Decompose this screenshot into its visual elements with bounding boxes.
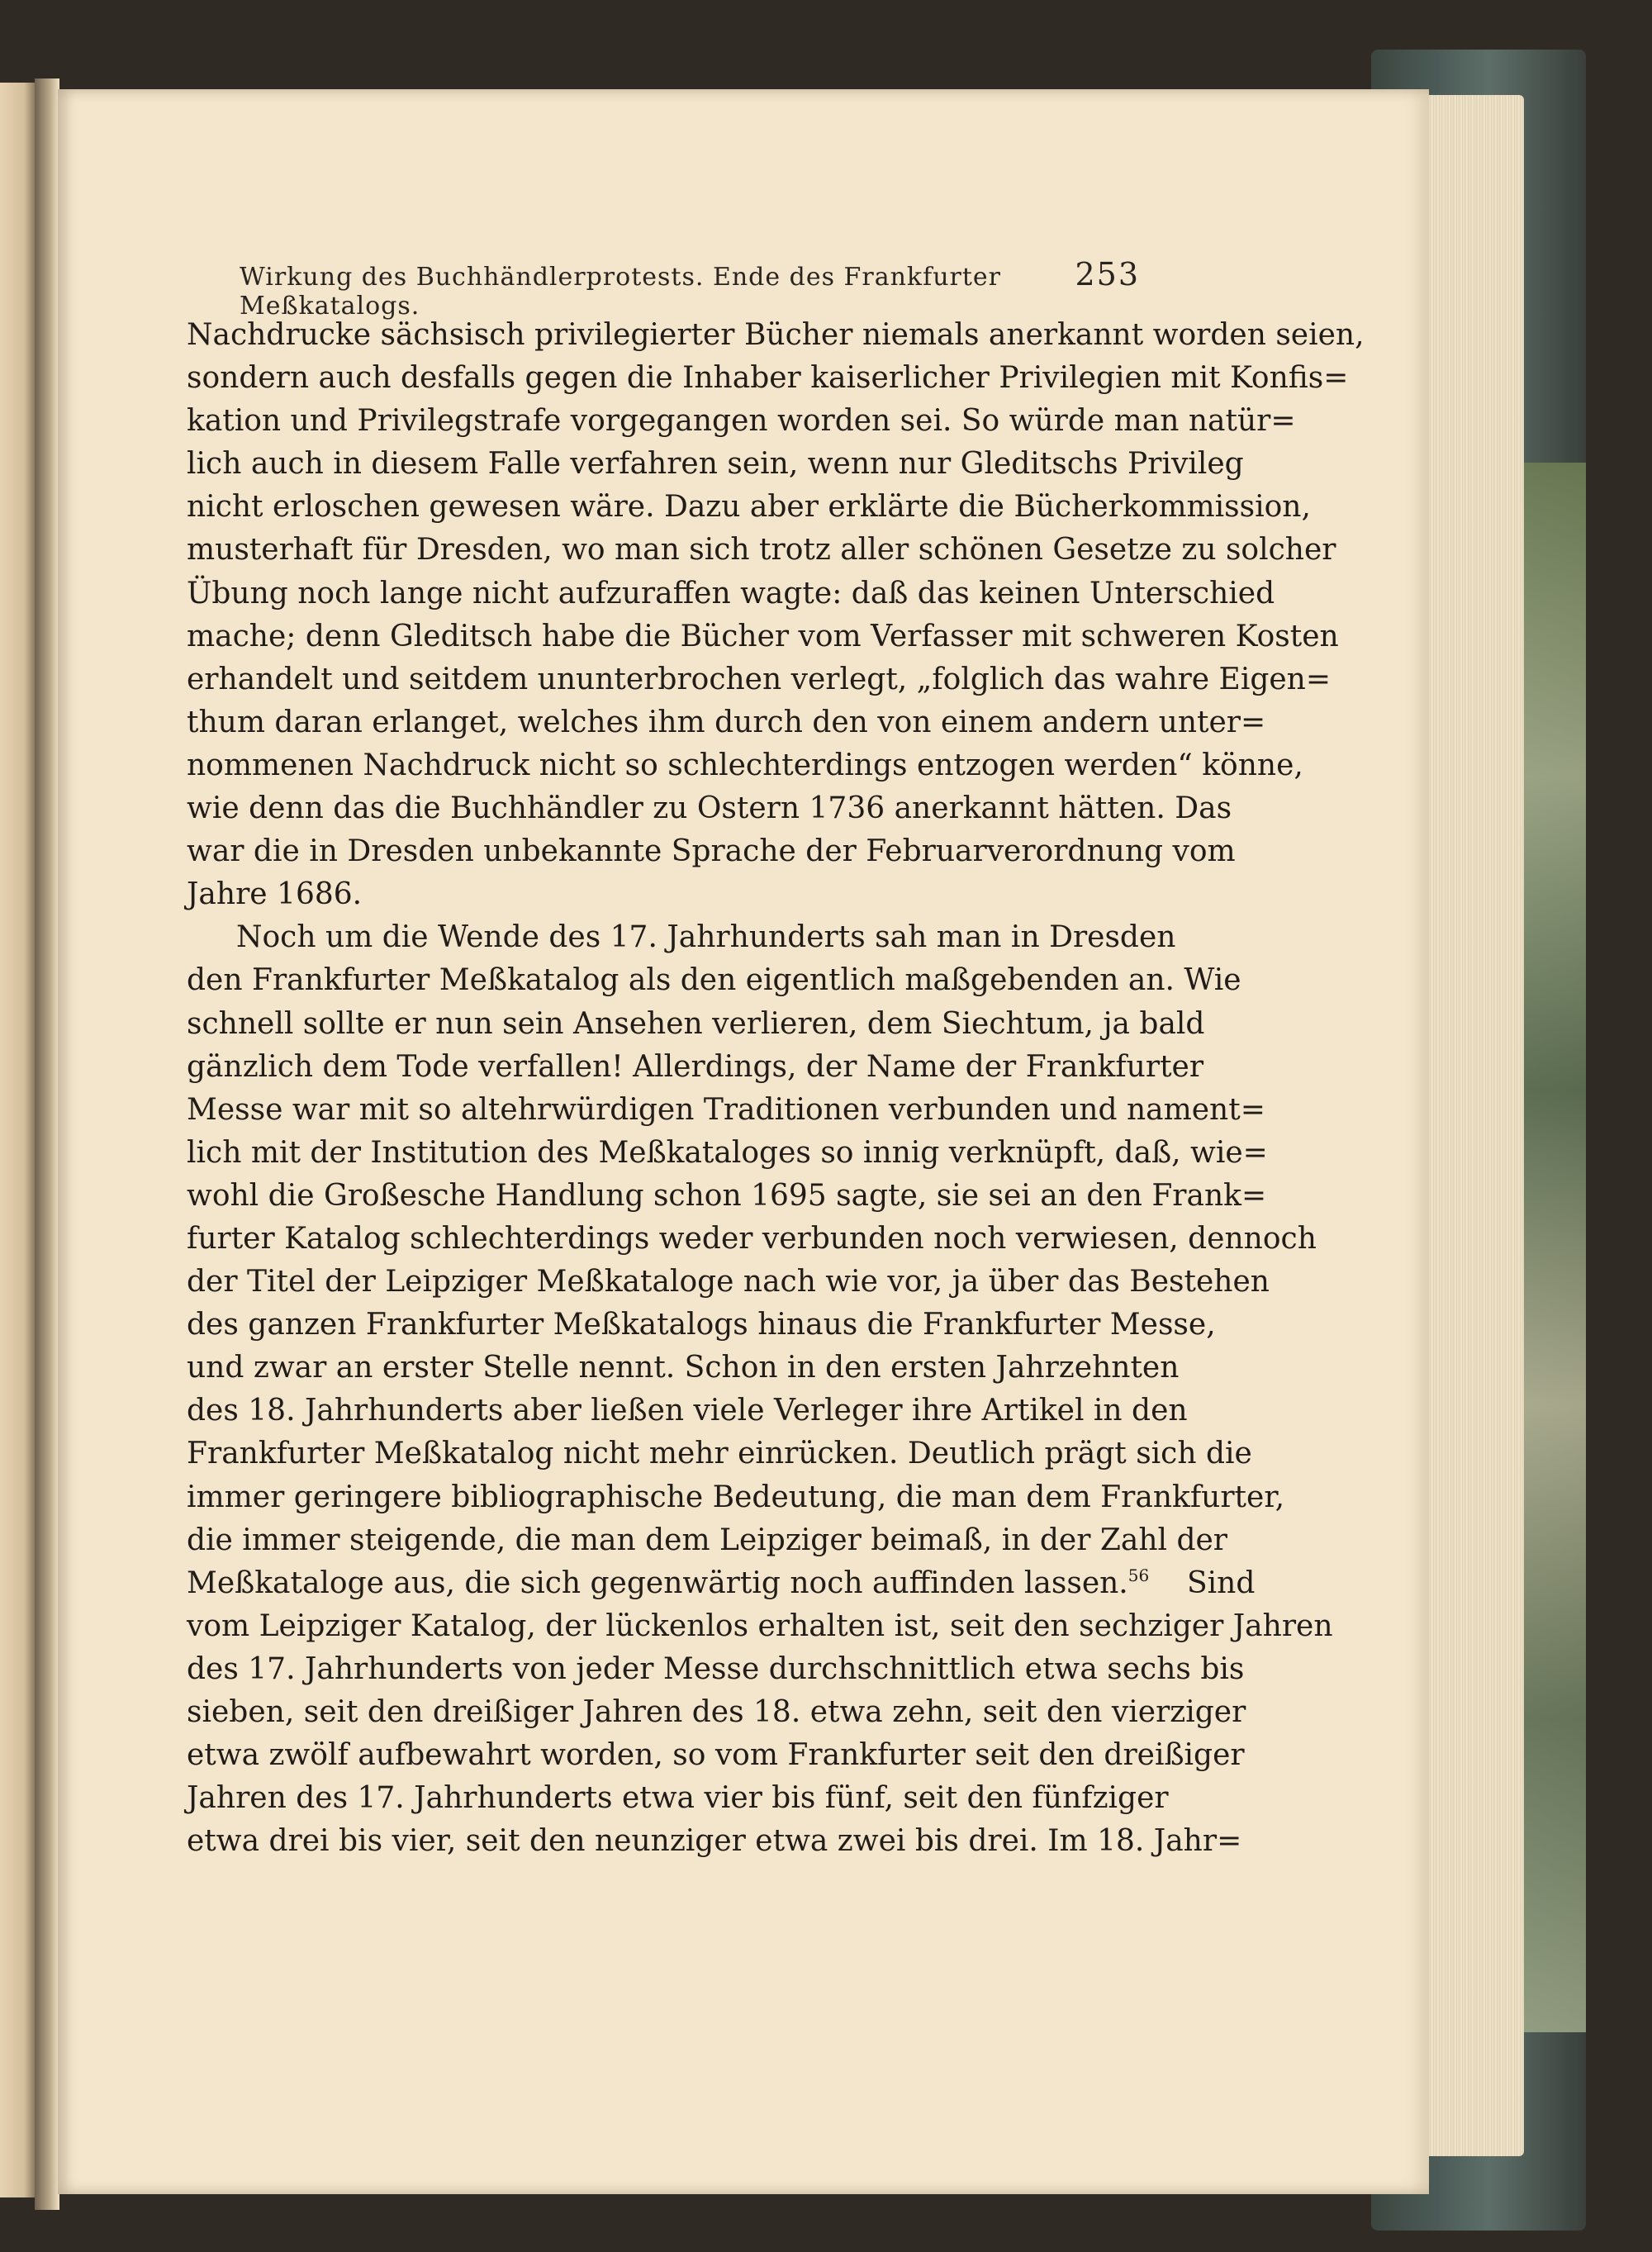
text-line: sieben, seit den dreißiger Jahren des 18. etwa zehn, seit den vierziger xyxy=(187,1695,1246,1729)
text-line: der Titel der Leipziger Meßkataloge nach wie vor, ja über das Bestehen xyxy=(187,1265,1270,1299)
text-line: erhandelt und seitdem ununterbrochen verlegt, „folglich das wahre Eigen= xyxy=(187,662,1332,696)
running-title: Wirkung des Buchhändlerprotests. Ende des Frankfurter Meßkatalogs. xyxy=(240,263,1002,321)
text-line: nommenen Nachdruck nicht so schlechterdings entzogen werden“ könne, xyxy=(187,748,1303,782)
text-line: war die in Dresden unbekannte Sprache der Februarverordnung vom xyxy=(187,834,1236,869)
text-line: wie denn das die Buchhändler zu Ostern 1736 anerkannt hätten. Das xyxy=(187,791,1232,826)
text-line-with-footnote xyxy=(187,1562,1256,1605)
text-line: thum daran erlanget, welches ihm durch den von einem andern unter= xyxy=(187,705,1266,739)
text-line: wohl die Großesche Handlung schon 1695 sagte, sie sei an den Frank= xyxy=(187,1178,1267,1213)
text-line: etwa zwölf aufbewahrt worden, so vom Frankfurter seit den dreißiger xyxy=(187,1738,1245,1773)
text-line: Messe war mit so altehrwürdigen Traditionen verbunden und nament= xyxy=(187,1092,1265,1127)
text-line: Jahre 1686. xyxy=(187,877,363,912)
text-line: Übung noch lange nicht aufzuraffen wagte: daß das keinen Unterschied xyxy=(187,576,1275,611)
text-line: schnell sollte er nun sein Ansehen verlieren, dem Siechtum, ja bald xyxy=(187,1006,1205,1041)
body-text xyxy=(187,314,1365,1863)
running-header xyxy=(240,256,1140,321)
text-line: furter Katalog schlechterdings weder verbunden noch verwiesen, dennoch xyxy=(187,1221,1317,1256)
text-line: sondern auch desfalls gegen die Inhaber kaiserlicher Privilegien mit Konfis= xyxy=(187,361,1349,396)
text-line: nicht erloschen gewesen wäre. Dazu aber erklärte die Bücherkommission, xyxy=(187,490,1311,525)
text-line-end: Sind xyxy=(1186,1565,1256,1600)
text-line: gänzlich dem Tode verfallen! Allerdings, der Name der Frankfurter xyxy=(187,1049,1204,1084)
text-line: des 18. Jahrhunderts aber ließen viele Verleger ihre Artikel in den xyxy=(187,1394,1188,1428)
text-line: lich auch in diesem Falle verfahren sein, wenn nur Gleditschs Privileg xyxy=(187,447,1244,482)
text-line: des ganzen Frankfurter Meßkatalogs hinaus die Frankfurter Messe, xyxy=(187,1308,1216,1342)
text-line: vom Leipziger Katalog, der lückenlos erhalten ist, seit den sechziger Jahren xyxy=(187,1608,1333,1643)
marbled-cover-edge xyxy=(1520,463,1586,2032)
text-line: und zwar an erster Stelle nennt. Schon in den ersten Jahrzehnten xyxy=(187,1351,1180,1385)
page-edges xyxy=(1417,95,1524,2156)
text-line: mache; denn Gleditsch habe die Bücher vom Verfasser mit schweren Kosten xyxy=(187,619,1339,653)
text-line-start: Meßkataloge aus, die sich gegenwärtig noch auffinden lassen. xyxy=(187,1565,1128,1600)
text-line: den Frankfurter Meßkatalog als den eigentlich maßgebenden an. Wie xyxy=(187,963,1241,998)
text-line: etwa drei bis vier, seit den neunziger etwa zwei bis drei. Im 18. Jahr= xyxy=(187,1824,1242,1859)
text-line: des 17. Jahrhunderts von jeder Messe durchschnittlich etwa sechs bis xyxy=(187,1651,1245,1686)
text-line: die immer steigende, die man dem Leipziger beimaß, in der Zahl der xyxy=(187,1523,1228,1557)
text-line: musterhaft für Dresden, wo man sich trotz aller schönen Gesetze zu solcher xyxy=(187,533,1336,568)
book-gutter xyxy=(35,78,59,2210)
footnote-reference: 56 xyxy=(1127,1565,1150,1585)
text-line: immer geringere bibliographische Bedeutung, die man dem Frankfurter, xyxy=(187,1480,1285,1514)
text-line: kation und Privilegstrafe vorgegangen worden sei. So würde man natür= xyxy=(187,404,1296,439)
text-line: Noch um die Wende des 17. Jahrhunderts sah man in Dresden xyxy=(236,920,1176,955)
text-line: Frankfurter Meßkatalog nicht mehr einrücken. Deutlich prägt sich die xyxy=(187,1437,1252,1471)
text-line: Nachdrucke sächsisch privilegierter Bücher niemals anerkannt worden seien, xyxy=(187,318,1365,352)
left-page-edge xyxy=(0,83,35,2197)
text-line: lich mit der Institution des Meßkataloges so innig verknüpft, daß, wie= xyxy=(187,1135,1268,1170)
page-number: 253 xyxy=(1075,256,1140,292)
text-line: Jahren des 17. Jahrhunderts etwa vier bis fünf, seit den fünfziger xyxy=(187,1781,1169,1816)
